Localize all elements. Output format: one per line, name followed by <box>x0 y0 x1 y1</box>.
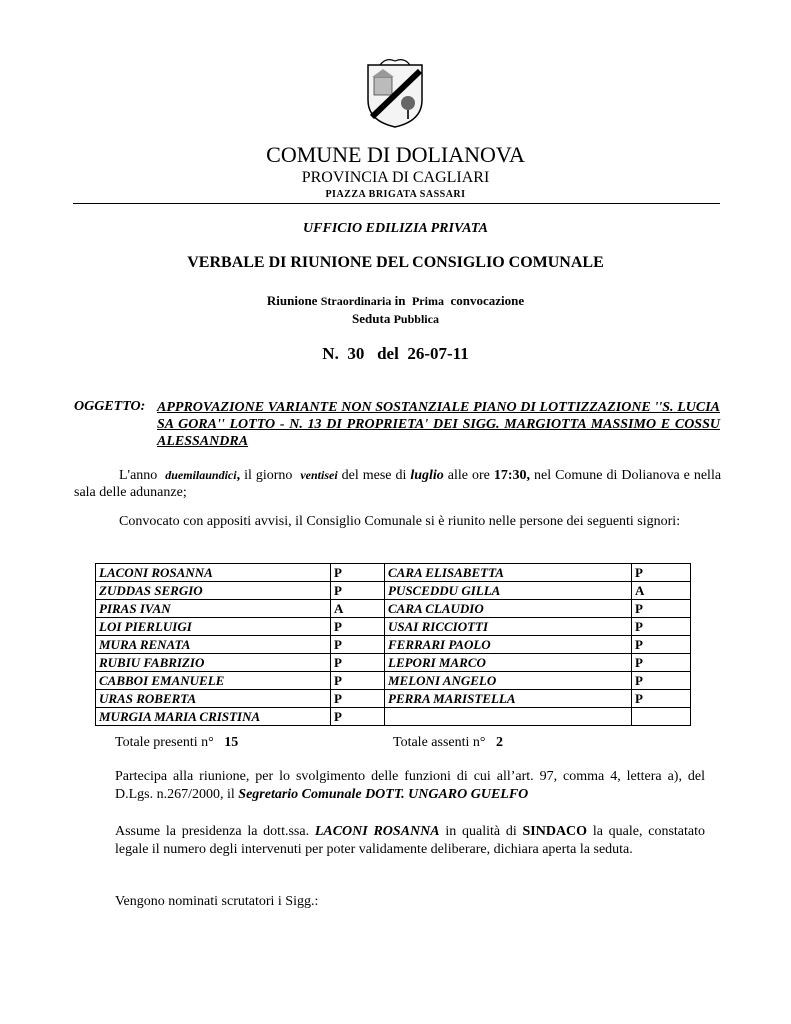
attendance-status: P <box>632 564 691 582</box>
meeting-info <box>0 293 791 309</box>
attendance-status: P <box>331 690 385 708</box>
intro-d: alle ore <box>447 468 490 483</box>
intro-paragraph <box>74 467 721 501</box>
councillor-name: PIRAS IVAN <box>96 600 331 618</box>
attendance-row <box>96 618 691 636</box>
councillor-name: MURGIA MARIA CRISTINA <box>96 708 331 726</box>
attendance-row <box>96 636 691 654</box>
presidency-b: in qualità di <box>445 824 517 839</box>
councillor-name: LEPORI MARCO <box>385 654 632 672</box>
attendance-row <box>96 672 691 690</box>
oggetto-text: APPROVAZIONE VARIANTE NON SOSTANZIALE PIANO DI LOTTIZZAZIONE ''S. LUCIA SA GORA'' LOTTO - N. 13 DI PROPRIETA' DEI SIGG. MARGIOTTA MASSIMO E COSSU ALESSANDRA <box>157 400 720 449</box>
councillor-name: URAS ROBERTA <box>96 690 331 708</box>
attendance-status: P <box>331 636 385 654</box>
attendance-row <box>96 582 691 600</box>
attendance-row <box>96 564 691 582</box>
scrutatori-line: Vengono nominati scrutatori i Sigg.: <box>115 894 319 909</box>
attendance-status: P <box>632 672 691 690</box>
date-label: del <box>377 344 399 363</box>
total-present <box>115 735 238 751</box>
attendance-status: P <box>632 618 691 636</box>
intro-e: nel Comune di Dolianova e nella sala delle adunanze; <box>74 468 722 500</box>
office-name: UFFICIO EDILIZIA PRIVATA <box>303 221 488 236</box>
convocation-paragraph: Convocato con appositi avvisi, il Consiglio Comunale si è riunito nelle persone dei seguenti signori: <box>119 514 681 529</box>
secretary-text: Partecipa alla riunione, per lo svolgimento delle funzioni di cui all’art. 97, comma 4, lettera a), del D.Lgs. n.267/2000, il <box>115 769 705 802</box>
attendance-status: P <box>331 582 385 600</box>
attendance-status: P <box>331 618 385 636</box>
councillor-name: LOI PIERLUIGI <box>96 618 331 636</box>
secretary-paragraph <box>115 768 705 804</box>
document-number <box>0 344 791 364</box>
attendance-table <box>95 563 691 726</box>
convocation: Prima <box>411 294 444 308</box>
attendance-status: P <box>632 654 691 672</box>
president-role: SINDACO <box>522 824 588 839</box>
present-value: 15 <box>224 735 239 750</box>
intro-b-comma: , <box>236 468 241 483</box>
session-word: Seduta <box>352 311 391 326</box>
convocation-word: convocazione <box>450 293 525 308</box>
councillor-name <box>385 708 632 726</box>
meeting-word: Riunione <box>266 293 318 308</box>
attendance-row <box>96 600 691 618</box>
attendance-status: P <box>331 654 385 672</box>
intro-b: il giorno <box>240 468 293 483</box>
month: luglio <box>410 468 444 483</box>
attendance-row <box>96 654 691 672</box>
attendance-status: P <box>632 600 691 618</box>
attendance-status <box>632 708 691 726</box>
councillor-name: CARA CLAUDIO <box>385 600 632 618</box>
day: ventisei <box>300 468 338 482</box>
session-info <box>0 311 791 327</box>
session-type: Pubblica <box>393 312 439 326</box>
time: 17:30, <box>493 468 531 483</box>
councillor-name: MELONI ANGELO <box>385 672 632 690</box>
attendance-status: P <box>632 636 691 654</box>
attendance-status: P <box>331 672 385 690</box>
number-label: N. <box>322 344 339 363</box>
attendance-row <box>96 708 691 726</box>
oggetto-label: OGGETTO: <box>74 399 146 414</box>
councillor-name: PUSCEDDU GILLA <box>385 582 632 600</box>
councillor-name: MURA RENATA <box>96 636 331 654</box>
attendance-status: P <box>632 690 691 708</box>
councillor-name: CABBOI EMANUELE <box>96 672 331 690</box>
attendance-row <box>96 690 691 708</box>
presidency-paragraph <box>115 823 705 859</box>
intro-a: L'anno <box>119 468 158 483</box>
absent-label: Totale assenti n° <box>393 735 486 750</box>
municipal-coat-of-arms-icon <box>358 55 432 129</box>
councillor-name: PERRA MARISTELLA <box>385 690 632 708</box>
number-value: 30 <box>347 344 365 363</box>
presidency-a: Assume la presidenza la dott.ssa. <box>115 824 310 839</box>
councillor-name: FERRARI PAOLO <box>385 636 632 654</box>
councillor-name: ZUDDAS SERGIO <box>96 582 331 600</box>
attendance-status: A <box>632 582 691 600</box>
intro-c: del mese di <box>341 468 407 483</box>
secretary-name: Segretario Comunale DOTT. UNGARO GUELFO <box>238 787 529 802</box>
councillor-name: CARA ELISABETTA <box>385 564 632 582</box>
president-name: LACONI ROSANNA <box>314 824 440 839</box>
councillor-name: RUBIU FABRIZIO <box>96 654 331 672</box>
total-absent <box>393 735 503 751</box>
councillor-name: USAI RICCIOTTI <box>385 618 632 636</box>
in-word: in <box>394 293 406 308</box>
date-value: 26-07-11 <box>407 344 469 363</box>
councillor-name: LACONI ROSANNA <box>96 564 331 582</box>
presidency-c: la quale, constatato legale il numero degli intervenuti per poter validamente deliberare, dichiara aperta la seduta. <box>115 824 705 857</box>
absent-value: 2 <box>495 735 503 750</box>
meeting-type: Straordinaria <box>320 294 392 308</box>
attendance-status: P <box>331 564 385 582</box>
document-title: VERBALE DI RIUNIONE DEL CONSIGLIO COMUNALE <box>187 254 604 271</box>
municipality-name: COMUNE DI DOLIANOVA <box>266 142 525 167</box>
present-label: Totale presenti n° <box>115 735 214 750</box>
province-name: PROVINCIA DI CAGLIARI <box>301 169 490 186</box>
address: PIAZZA BRIGATA SASSARI <box>325 189 466 200</box>
header-divider <box>73 203 720 204</box>
year: duemilaundici <box>165 468 237 482</box>
attendance-status: P <box>331 708 385 726</box>
attendance-status: A <box>331 600 385 618</box>
